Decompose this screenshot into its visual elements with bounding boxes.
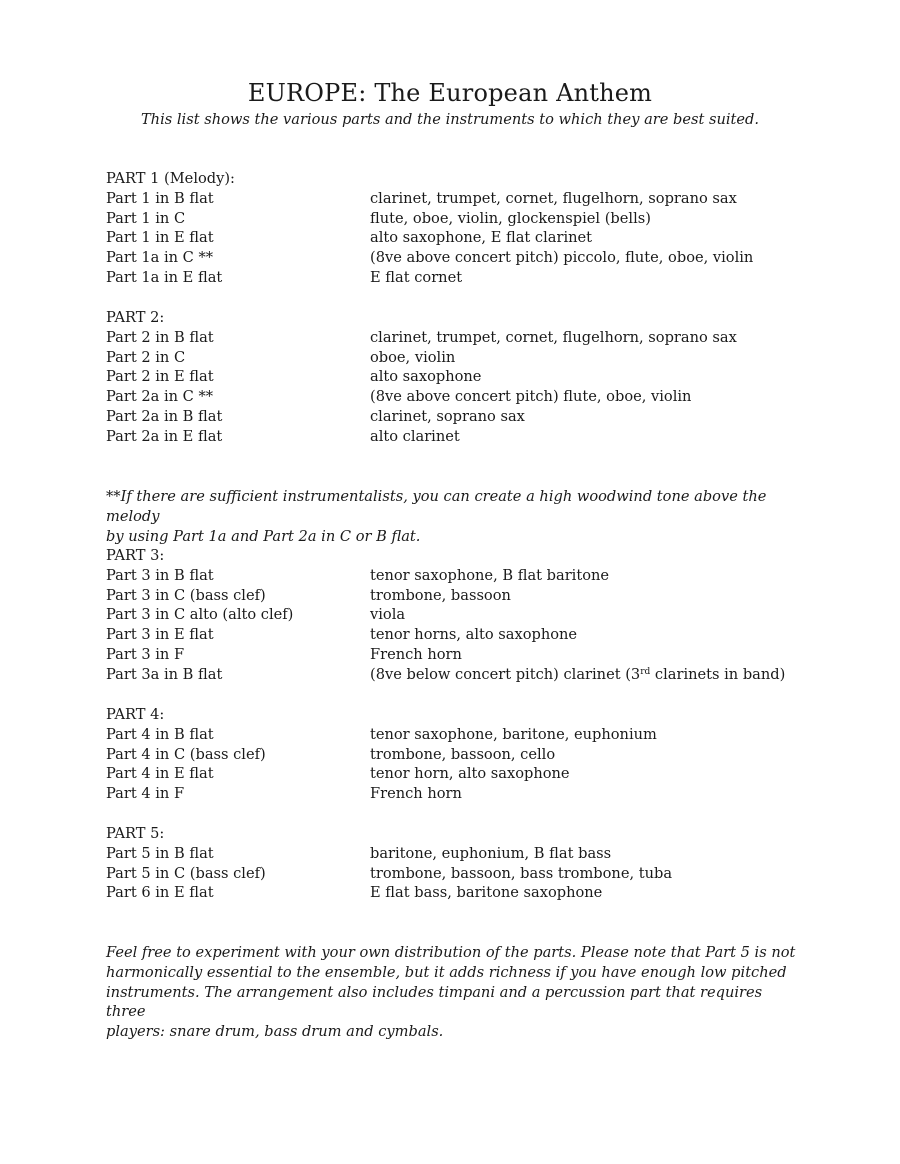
part-name: Part 1 in B flat (106, 189, 214, 207)
part-row (106, 625, 796, 645)
part-instruments: baritone, euphonium, B flat bass (370, 844, 612, 862)
part-name: Part 2a in B flat (106, 407, 223, 425)
part-row (106, 268, 796, 288)
part-name: Part 3a in B flat (106, 665, 223, 683)
section-heading: PART 1 (Melody): (106, 170, 235, 187)
section-heading: PART 4: (106, 706, 165, 723)
part-row (106, 784, 796, 804)
note-line: players: snare drum, bass drum and cymbals. (106, 1023, 444, 1041)
part-row (106, 348, 796, 368)
part-name: Part 4 in E flat (106, 765, 214, 783)
part-name: Part 3 in C alto (alto clef) (106, 606, 294, 624)
section-part-5 (106, 824, 796, 903)
part-instruments: French horn (370, 785, 462, 803)
woodwind-note (106, 487, 806, 546)
part-instruments: E flat bass, baritone saxophone (370, 884, 603, 902)
part-instruments: alto clarinet (370, 427, 460, 445)
part-name: Part 4 in F (106, 785, 185, 803)
section-part-1 (106, 169, 796, 288)
part-instruments: alto saxophone (370, 368, 482, 386)
part-name: Part 4 in B flat (106, 725, 214, 743)
part-name: Part 2 in C (106, 348, 186, 366)
part-row (106, 864, 796, 884)
part-instruments: (8ve above concert pitch) piccolo, flute, oboe, violin (370, 249, 754, 267)
part-instruments: French horn (370, 645, 462, 663)
closing-note (106, 943, 806, 1042)
part-instruments: trombone, bassoon, bass trombone, tuba (370, 864, 673, 882)
part-row (106, 209, 796, 229)
note-line: Feel free to experiment with your own distribution of the parts. Please note that Part 5 is not (106, 944, 796, 961)
part-name: Part 2a in E flat (106, 427, 223, 445)
part-row (106, 883, 796, 903)
part-instruments: tenor horn, alto saxophone (370, 765, 570, 783)
part-row (106, 427, 796, 447)
section-heading: PART 3: (106, 547, 165, 564)
part-row (106, 189, 796, 209)
part-instruments: trombone, bassoon, cello (370, 745, 556, 763)
section-heading: PART 5: (106, 825, 165, 842)
part-instruments: clarinet, trumpet, cornet, flugelhorn, soprano sax (370, 328, 737, 346)
part-name: Part 3 in B flat (106, 566, 214, 584)
part-instruments: viola (370, 606, 406, 624)
part-row (106, 387, 796, 407)
part-name: Part 5 in C (bass clef) (106, 864, 266, 882)
part-row (106, 248, 796, 268)
section-part-2 (106, 308, 796, 447)
note-line: instruments. The arrangement also includes timpani and a percussion part that requires three (106, 983, 763, 1021)
note-line: harmonically essential to the ensemble, but it adds richness if you have enough low pitched (106, 963, 787, 981)
part-name: Part 6 in E flat (106, 884, 214, 902)
part-row (106, 645, 796, 665)
part-row (106, 328, 796, 348)
part-name: Part 3 in F (106, 645, 185, 663)
part-row (106, 228, 796, 248)
part-name: Part 2 in B flat (106, 328, 214, 346)
part-row (106, 665, 796, 685)
part-instruments: flute, oboe, violin, glockenspiel (bells) (370, 209, 651, 227)
section-part-4 (106, 705, 796, 804)
instruments-text: (8ve below concert pitch) clarinet (3 (370, 665, 641, 683)
part-instruments: (8ve above concert pitch) flute, oboe, violin (370, 388, 692, 406)
part-row (106, 586, 796, 606)
note-line: **If there are sufficient instrumentalists, you can create a high woodwind tone above the melody (106, 488, 767, 525)
part-row (106, 407, 796, 427)
page-title: EUROPE: The European Anthem (247, 79, 653, 107)
part-name: Part 5 in B flat (106, 844, 214, 862)
part-name: Part 2a in C ** (106, 388, 214, 406)
ordinal-suffix: rd (640, 666, 651, 677)
part-instruments: tenor saxophone, baritone, euphonium (370, 725, 657, 743)
part-name: Part 3 in C (bass clef) (106, 586, 266, 604)
section-heading: PART 2: (106, 309, 165, 326)
part-row (106, 367, 796, 387)
part-name: Part 4 in C (bass clef) (106, 745, 266, 763)
part-instruments: trombone, bassoon (370, 586, 511, 604)
part-name: Part 1a in E flat (106, 268, 223, 286)
part-instruments: tenor saxophone, B flat baritone (370, 566, 610, 584)
part-row (106, 844, 796, 864)
part-name: Part 3 in E flat (106, 626, 214, 644)
part-name: Part 1 in E flat (106, 229, 214, 247)
part-row (106, 566, 796, 586)
part-instruments: E flat cornet (370, 268, 463, 286)
part-row (106, 605, 796, 625)
part-name: Part 2 in E flat (106, 368, 214, 386)
part-row (106, 764, 796, 784)
part-instruments: clarinet, soprano sax (370, 407, 525, 425)
part-instruments: tenor horns, alto saxophone (370, 626, 578, 644)
part-row (106, 745, 796, 765)
part-row (106, 725, 796, 745)
section-part-3 (106, 546, 796, 685)
instruments-text: clarinets in band) (650, 665, 786, 683)
page-subtitle: This list shows the various parts and the instruments to which they are best suited. (140, 111, 760, 128)
part-name: Part 1 in C (106, 209, 186, 227)
part-instruments (370, 665, 785, 685)
part-name: Part 1a in C ** (106, 249, 214, 267)
part-instruments: alto saxophone, E flat clarinet (370, 229, 593, 247)
note-line: by using Part 1a and Part 2a in C or B flat. (106, 527, 421, 545)
part-instruments: oboe, violin (370, 348, 456, 366)
part-instruments: clarinet, trumpet, cornet, flugelhorn, soprano sax (370, 189, 737, 207)
